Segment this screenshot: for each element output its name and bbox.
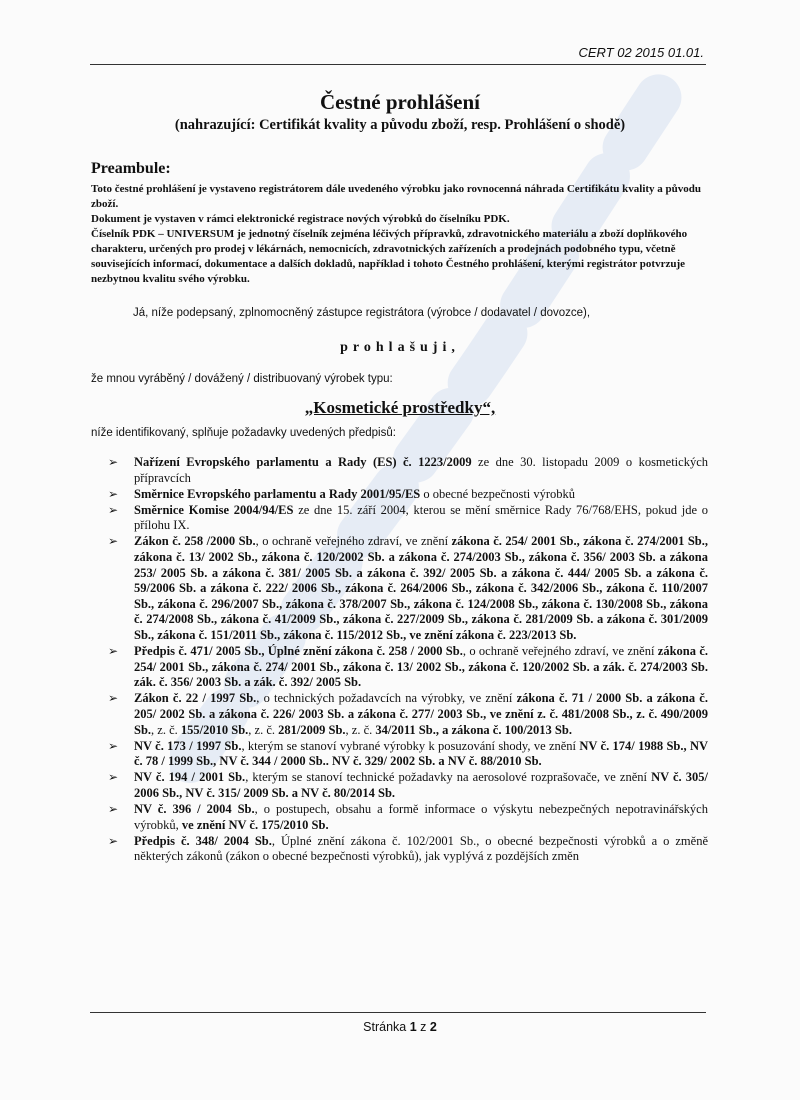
regulation-text: 281/2009 Sb. <box>278 722 346 737</box>
page-current: 1 <box>409 1020 417 1034</box>
document-code: CERT 02 2015 01.01. <box>578 45 704 60</box>
arrow-bullet-icon: ➢ <box>108 455 119 469</box>
page-of: z <box>420 1020 427 1034</box>
footer-divider <box>90 1012 706 1013</box>
statement-line: Já, níže podepsaný, zplnomocněný zástupce registrátora (výrobce / dodavatel / dovozce), <box>133 307 591 319</box>
regulation-text: Předpis č. 471/ 2005 Sb., Úplné znění zákona č. 258 / 2000 Sb. <box>134 644 463 659</box>
regulation-text: Směrnice Evropského parlamentu a Rady 2001/95/ES <box>134 486 421 501</box>
regulation-text: NV č. 194 / 2001 Sb. <box>134 770 246 785</box>
preamble-paragraph: Číselník PDK – UNIVERSUM je jednotný číselník zejména léčivých přípravků, zdravotnického materiálu a zboží doplňkového charakteru, určených pro prodej v lékárnách, nemocnicích, zdravotnických zařízeních a prodejnách podobného typu, včetně souvisejících informací, dokumentace a dalších dokladů, například i tohoto Čestného prohlášení, kterými registrátor potvrzuje nezbytnou kvalitu svého výrobku. <box>91 228 688 285</box>
regulation-text: , o ochraně veřejného zdraví, ve znění <box>255 534 452 549</box>
regulation-text: Předpis č. 348/ 2004 Sb. <box>134 833 272 848</box>
regulation-text: , z. č. <box>345 722 376 737</box>
regulation-item <box>108 739 708 770</box>
regulation-item <box>108 770 708 801</box>
declaration-heading: prohlašuji, <box>340 340 460 355</box>
preamble-heading: Preambule: <box>91 160 171 177</box>
regulation-text: Směrnice Komise 2004/94/ES <box>134 502 294 517</box>
arrow-bullet-icon: ➢ <box>108 644 119 659</box>
regulation-text: ze dne 30. listopadu 2009 o kosmetických přípravcích <box>134 455 708 485</box>
regulation-item <box>108 802 708 833</box>
page-title: Čestné prohlášení <box>319 90 481 114</box>
regulation-item <box>108 534 708 643</box>
regulation-item <box>108 503 708 534</box>
regulation-item <box>108 644 708 691</box>
arrow-bullet-icon: ➢ <box>108 486 119 501</box>
regulation-text: ve znění NV č. 175/2010 Sb. <box>181 817 329 832</box>
regulation-text: , z. č. <box>248 722 279 737</box>
regulation-item <box>108 834 708 865</box>
arrow-bullet-icon: ➢ <box>108 502 119 517</box>
regulation-item <box>108 487 708 503</box>
regulation-text: NV č. 173 / 1997 Sb. <box>134 738 242 753</box>
arrow-bullet-icon: ➢ <box>108 534 119 549</box>
regulation-text: , o ochraně veřejného zdraví, ve znění <box>462 644 658 659</box>
regulations-list <box>108 455 708 865</box>
arrow-bullet-icon: ➢ <box>108 770 119 785</box>
page-number <box>0 1020 800 1034</box>
page-total: 2 <box>429 1020 437 1034</box>
regulation-text: Nařízení Evropského parlamentu a Rady (ES) č. 1223/2009 <box>134 455 472 469</box>
regulation-text: NV č. 305/ 2006 Sb., NV č. 315/ 2009 Sb. a NV č. 80/2014 Sb. <box>134 770 708 800</box>
regulation-text: , o postupech, obsahu a formě informace o výskytu nebezpečných nepotravinářských výrobků, <box>134 802 708 832</box>
preamble-paragraph: Toto čestné prohlášení je vystaveno registrátorem dále uvedeného výrobku jako rovnocenná náhrada Certifikátu kvality a původu zboží. <box>91 183 702 210</box>
regulation-text: 155/2010 Sb. <box>180 722 249 737</box>
arrow-bullet-icon: ➢ <box>108 691 119 706</box>
regulation-text: NV č. 174/ 1988 Sb., NV č. 78 / 1999 Sb., NV č. 344 / 2000 Sb.. NV č. 329/ 2002 Sb. a NV č. 88/2010 Sb. <box>134 738 708 769</box>
arrow-bullet-icon: ➢ <box>108 802 119 817</box>
regulation-item <box>108 691 708 738</box>
regulation-text: 34/2011 Sb., a zákona č. 100/2013 Sb. <box>375 722 572 737</box>
regulation-text: , o technických požadavcích na výrobky, ve znění <box>256 691 517 706</box>
regulation-text: Zákon č. 258 /2000 Sb. <box>134 534 256 549</box>
regulation-text: zákona č. 254/ 2001 Sb., zákona č. 274/ 2001 Sb., zákona č. 13/ 2002 Sb., zákona č. 120/2002 Sb. a zák. č. 274/2003 Sb. zák. č. 356/ 2003 Sb. a zák. č. 392/ 2005 Sb. <box>134 644 709 690</box>
regulation-text: , Úplné znění zákona č. 102/2001 Sb., o obecné bezpečnosti výrobků a o změně některých zákonů (zákon o obecné bezpečnosti výrobků), jak vyplývá z pozdějších změn <box>134 833 708 864</box>
regulation-text: o obecné bezpečnosti výrobků <box>420 486 576 501</box>
preamble-paragraph: Dokument je vystaven v rámci elektronické registrace nových výrobků do číselníku PDK. <box>91 213 510 225</box>
regulation-text: NV č. 396 / 2004 Sb. <box>134 802 255 817</box>
arrow-bullet-icon: ➢ <box>108 833 119 848</box>
page-word: Stránka <box>363 1020 407 1034</box>
regulation-text: ze dne 15. září 2004, kterou se mění směrnice Rady 76/768/EHS, pokud jde o přílohu IX. <box>134 502 708 533</box>
compliance-line: níže identifikovaný, splňuje požadavky uvedených předpisů: <box>91 427 396 439</box>
regulation-text: , kterým se stanoví technické požadavky na aerosolové rozprašovače, ve znění <box>245 770 652 785</box>
regulation-text: , kterým se stanoví vybrané výrobky k posuzování shody, ve znění <box>241 738 580 753</box>
page-subtitle: (nahrazující: Certifikát kvality a původu zboží, resp. Prohlášení o shodě) <box>174 117 626 133</box>
preamble-body <box>91 182 711 287</box>
header-divider <box>90 64 706 65</box>
regulation-text: zákona č. 254/ 2001 Sb., zákona č. 274/2001 Sb., zákona č. 13/ 2002 Sb., zákona č. 120/2002 Sb. a zákona č. 274/2003 Sb., zákona č. 356/ 2003 Sb. a zákona 253/ 2005 Sb. a zákona č. 381/ 2005 Sb. a zákona č. 392/ 2005 Sb. a zákona č. 444/ 2005 Sb. a zákona č. 59/2006 Sb. a zákona č. 222/ 2006 Sb., zákona č. 264/2006 Sb., zákona č. 342/2006 Sb., zákona č. 110/2007 Sb., zákona č. 296/2007 Sb., zákona č. 378/2007 Sb., zákona č. 124/2008 Sb., zákona č. 130/2008 Sb., zákona č. 274/2008 Sb., zákona č. 41/2009 Sb., zákona č. 227/2009 Sb., zákona č. 281/2009 Sb. a zákona č. 301/2009 Sb., zákona č. 151/2011 Sb., zákona č. 115/2012 Sb., ve znění zákona č. 223/2013 Sb. <box>134 534 708 643</box>
product-type: „Kosmetické prostředky“, <box>304 398 496 417</box>
regulation-text: zákona č. 71 / 2000 Sb. a zákona č. 205/ 2002 Sb. a zákona č. 226/ 2003 Sb. a zákona č. 277/ 2003 Sb., ve znění z. č. 481/2008 Sb., z. č. 490/2009 Sb. <box>134 691 708 737</box>
regulation-text: Zákon č. 22 / 1997 Sb. <box>134 691 257 706</box>
regulation-text: , z. č. <box>151 722 181 737</box>
regulation-item <box>108 455 708 486</box>
arrow-bullet-icon: ➢ <box>108 738 119 753</box>
product-line: že mnou vyráběný / dovážený / distribuovaný výrobek typu: <box>91 373 393 385</box>
